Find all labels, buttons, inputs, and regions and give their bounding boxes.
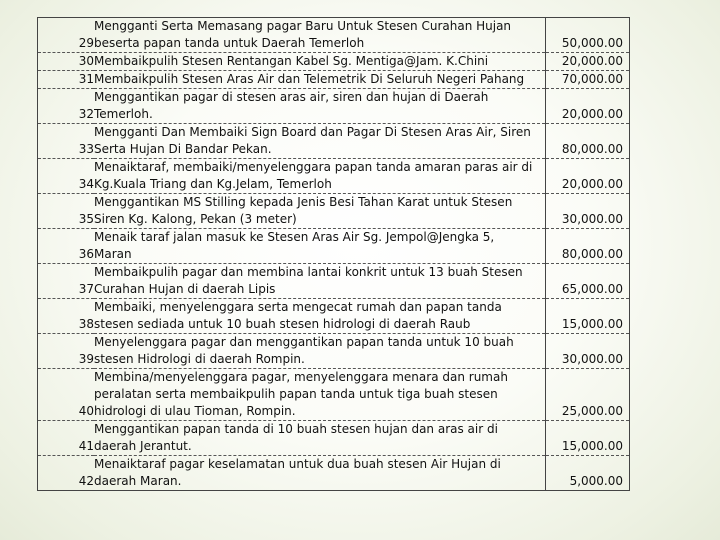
row-number: 36 <box>38 229 94 264</box>
description-line: daerah Maran. <box>94 474 182 488</box>
description-line: Menaik taraf jalan masuk ke Stesen Aras Air Sg. Jempol@Jengka 5, <box>94 230 495 244</box>
row-description <box>94 369 545 421</box>
row-amount: 50,000.00 <box>545 18 629 53</box>
row-number: 42 <box>78 474 94 488</box>
row-number: 32 <box>38 89 94 124</box>
table-row <box>38 89 629 124</box>
description-line: Siren Kg. Kalong, Pekan (3 meter) <box>94 212 297 226</box>
description-line: peralatan serta membaikpulih papan tanda untuk tiga buah stesen <box>94 387 498 401</box>
description-line: Menggantikan papan tanda di 10 buah stesen hujan dan aras air di <box>94 422 498 436</box>
row-description <box>94 334 545 369</box>
description-line: Menyelenggara pagar dan menggantikan papan tanda untuk 10 buah <box>94 335 514 349</box>
table-row <box>38 194 629 229</box>
project-cost-table <box>37 17 630 491</box>
description-line: Menaiktaraf, membaiki/menyelenggara papan tanda amaran paras air di <box>94 160 533 174</box>
row-description <box>94 264 545 299</box>
row-amount: 65,000.00 <box>545 264 629 299</box>
row-description <box>94 299 545 334</box>
row-number: 30 <box>38 53 94 71</box>
description-line: stesen sediada untuk 10 buah stesen hidrologi di daerah Raub <box>94 317 471 331</box>
row-number: 33 <box>38 124 94 159</box>
description-line: Membaiki, menyelenggara serta mengecat rumah dan papan tanda <box>94 300 502 314</box>
description-line: Mengganti Serta Memasang pagar Baru Untuk Stesen Curahan Hujan <box>94 19 512 33</box>
description-line: Membaikpulih Stesen Rentangan Kabel Sg. Mentiga@Jam. K.Chini <box>94 54 489 68</box>
description-line: beserta papan tanda untuk Daerah Temerloh <box>94 36 365 50</box>
row-description <box>94 89 545 124</box>
description-line: Serta Hujan Di Bandar Pekan. <box>94 142 272 156</box>
row-amount: 80,000.00 <box>545 124 629 159</box>
description-line: Maran <box>94 247 132 261</box>
row-description <box>94 421 545 456</box>
row-description <box>94 124 545 159</box>
description-line: Curahan Hujan di daerah Lipis <box>94 282 276 296</box>
row-description <box>94 71 545 89</box>
table-row <box>38 229 629 264</box>
table-row <box>38 421 629 456</box>
description-line: Membina/menyelenggara pagar, menyelenggara menara dan rumah <box>94 370 508 384</box>
row-description <box>94 194 545 229</box>
description-line: daerah Jerantut. <box>94 439 192 453</box>
row-amount: 30,000.00 <box>545 194 629 229</box>
description-line: Temerloh. <box>94 107 153 121</box>
description-line: Membaikpulih Stesen Aras Air dan Telemetrik Di Seluruh Negeri Pahang <box>94 72 525 86</box>
row-number: 37 <box>38 264 94 299</box>
row-number: 35 <box>38 194 94 229</box>
row-number: 41 <box>38 421 94 456</box>
row-amount: 30,000.00 <box>545 334 629 369</box>
table-row <box>38 159 629 194</box>
description-line: stesen Hidrologi di daerah Rompin. <box>94 352 305 366</box>
table-row <box>38 299 629 334</box>
description-line: Kg.Kuala Triang dan Kg.Jelam, Temerloh <box>94 177 332 191</box>
table-row <box>38 369 629 421</box>
table-row <box>38 18 629 53</box>
table-row <box>38 264 629 299</box>
row-number: 39 <box>38 334 94 369</box>
table-row <box>38 71 629 89</box>
table-row <box>38 53 629 71</box>
row-description <box>94 159 545 194</box>
table-row <box>38 124 629 159</box>
row-number: 34 <box>38 159 94 194</box>
row-description <box>94 456 545 491</box>
row-description <box>94 53 545 71</box>
row-number: 29 <box>38 18 94 53</box>
row-description <box>94 229 545 264</box>
row-amount: 25,000.00 <box>545 369 629 421</box>
row-amount: 20,000.00 <box>545 159 629 194</box>
row-description <box>94 18 545 53</box>
description-line: Menaiktaraf pagar keselamatan untuk dua buah stesen Air Hujan di <box>94 457 501 471</box>
row-amount: 80,000.00 <box>545 229 629 264</box>
row-number: 31 <box>38 71 94 89</box>
description-line: Mengganti Dan Membaiki Sign Board dan Pagar Di Stesen Aras Air, Siren <box>94 125 531 139</box>
table-grid <box>38 18 629 490</box>
row-amount: 5,000.00 <box>545 456 629 491</box>
row-amount: 70,000.00 <box>545 71 629 89</box>
table-row <box>38 334 629 369</box>
description-line: hidrologi di ulau Tioman, Rompin. <box>94 404 296 418</box>
table-body <box>38 18 629 490</box>
row-number: 38 <box>38 299 94 334</box>
description-line: Menggantikan MS Stilling kepada Jenis Besi Tahan Karat untuk Stesen <box>94 195 513 209</box>
row-number: 40 <box>38 369 94 421</box>
row-amount: 15,000.00 <box>545 421 629 456</box>
row-amount: 20,000.00 <box>545 89 629 124</box>
table-row <box>38 456 629 491</box>
description-line: Membaikpulih pagar dan membina lantai konkrit untuk 13 buah Stesen <box>94 265 523 279</box>
row-amount: 20,000.00 <box>545 53 629 71</box>
description-line: Menggantikan pagar di stesen aras air, siren dan hujan di Daerah <box>94 90 489 104</box>
row-amount: 15,000.00 <box>545 299 629 334</box>
